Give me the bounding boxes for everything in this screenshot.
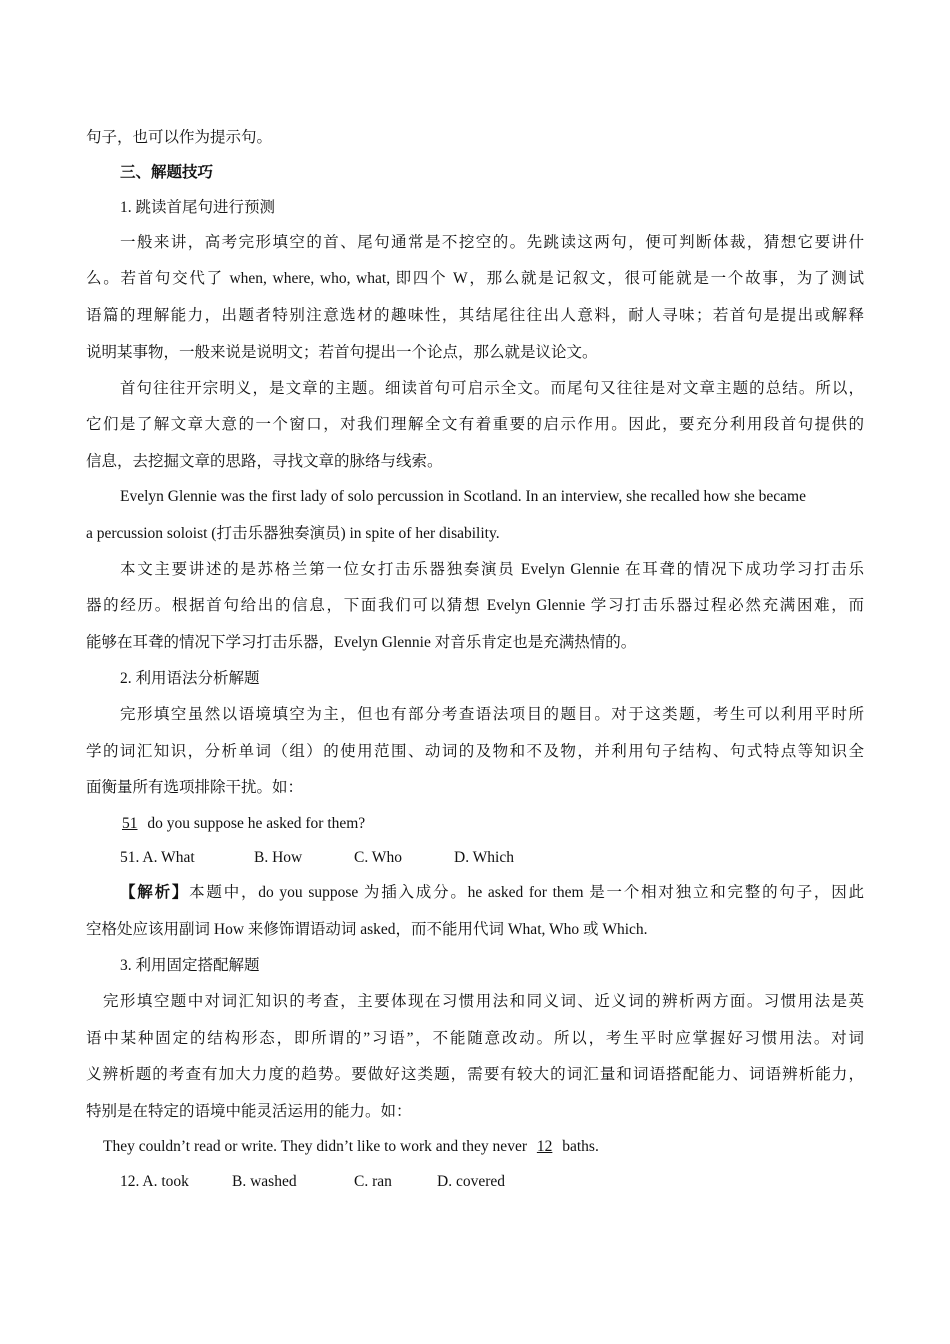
question-text: do you suppose he asked for them? — [143, 815, 366, 832]
option: D. covered — [437, 1173, 505, 1190]
text-line: 学的词汇知识，分析单词（组）的使用范围、动词的及物和不及物，并利用句子结构、句式特点等知识全 — [86, 743, 864, 760]
question-text: baths. — [558, 1138, 599, 1155]
option: 12. A. took — [120, 1173, 189, 1190]
question-line — [116, 813, 894, 835]
text-line: 完形填空虽然以语境填空为主，但也有部分考查语法项目的题目。对于这类题，考生可以利用平时所 — [120, 706, 864, 723]
text-line: 义辨析题的考查有加大力度的趋势。要做好这类题，需要有较大的词汇量和词语搭配能力、词语辨析能力， — [86, 1066, 864, 1083]
subheading: 1. 跳读首尾句进行预测 — [120, 199, 276, 216]
text-line: 特别是在特定的语境中能灵活运用的能力。如： — [86, 1103, 412, 1120]
text-line: 完形填空题中对词汇知识的考查，主要体现在习惯用法和同义词、近义词的辨析两方面。习惯用法是英 — [103, 993, 864, 1010]
text-line: 本文主要讲述的是苏格兰第一位女打击乐器独奏演员 Evelyn Glennie 在耳聋的情况下成功学习打击乐 — [120, 561, 864, 578]
option: C. ran — [354, 1173, 392, 1190]
example-text: a percussion soloist (打击乐器独奏演员) in spite of her disability. — [86, 525, 500, 542]
example-text: Evelyn Glennie was the first lady of solo percussion in Scotland. In an interview, she recalled how she became — [120, 488, 806, 505]
answer-blank: 12 — [536, 1138, 553, 1155]
question-text: They couldn’t read or write. They didn’t like to work and they never — [103, 1138, 531, 1155]
text-line: 能够在耳聋的情况下学习打击乐器，Evelyn Glennie 对音乐肯定也是充满热情的。 — [86, 634, 637, 651]
text-line: 说明某事物，一般来说是说明文；若首句提出一个论点，那么就是议论文。 — [86, 344, 598, 361]
option: B. How — [254, 849, 303, 866]
option: B. washed — [232, 1173, 297, 1190]
subheading: 3. 利用固定搭配解题 — [120, 957, 260, 974]
answer-blank: 51 — [122, 815, 138, 832]
option: D. Which — [454, 849, 514, 866]
subheading: 2. 利用语法分析解题 — [120, 670, 260, 687]
analysis-line — [120, 882, 864, 904]
text-line: 它们是了解文章大意的一个窗口，对我们理解全文有着重要的启示作用。因此，要充分利用段首句提供的 — [86, 416, 864, 433]
option: 51. A. What — [120, 849, 195, 866]
options-line — [120, 847, 864, 869]
text-line: 一般来讲，高考完形填空的首、尾句通常是不挖空的。先跳读这两句，便可判断体裁，猜想它要讲什 — [120, 234, 864, 251]
section-heading: 三、解题技巧 — [120, 164, 214, 181]
text-line: 面衡量所有选项排除干扰。如： — [86, 779, 304, 796]
text-line: 首句往往开宗明义，是文章的主题。细读首句可启示全文。而尾句又往往是对文章主题的总结。所以， — [120, 380, 864, 397]
text-line: 语中某种固定的结构形态，即所谓的”习语”，不能随意改动。所以，考生平时应掌握好习惯用法。对词 — [86, 1030, 864, 1047]
text-line: 语篇的理解能力，出题者特别注意选材的趣味性，其结尾往往出人意料，耐人寻味；若首句是提出或解释 — [86, 307, 864, 324]
analysis-text: 本题中，do you suppose 为插入成分。he asked for them 是一个相对独立和完整的句子，因此 — [189, 884, 864, 901]
text-line: 空格处应该用副词 How 来修饰谓语动词 asked，而不能用代词 What, Who 或 Which. — [86, 921, 648, 938]
text-line: 信息，去挖掘文章的思路，寻找文章的脉络与线索。 — [86, 453, 443, 470]
options-line — [120, 1171, 864, 1193]
analysis-label: 【解析】 — [120, 884, 190, 901]
text-line: 器的经历。根据首句给出的信息，下面我们可以猜想 Evelyn Glennie 学习打击乐器过程必然充满困难，而 — [86, 597, 864, 614]
text-line: 句子，也可以作为提示句。 — [86, 129, 273, 146]
option: C. Who — [354, 849, 402, 866]
text-line: 么。若首句交代了 when, where, who, what, 即四个 W，那么就是记叙文，很可能就是一个故事，为了测试 — [86, 270, 864, 287]
question-line — [103, 1136, 881, 1158]
